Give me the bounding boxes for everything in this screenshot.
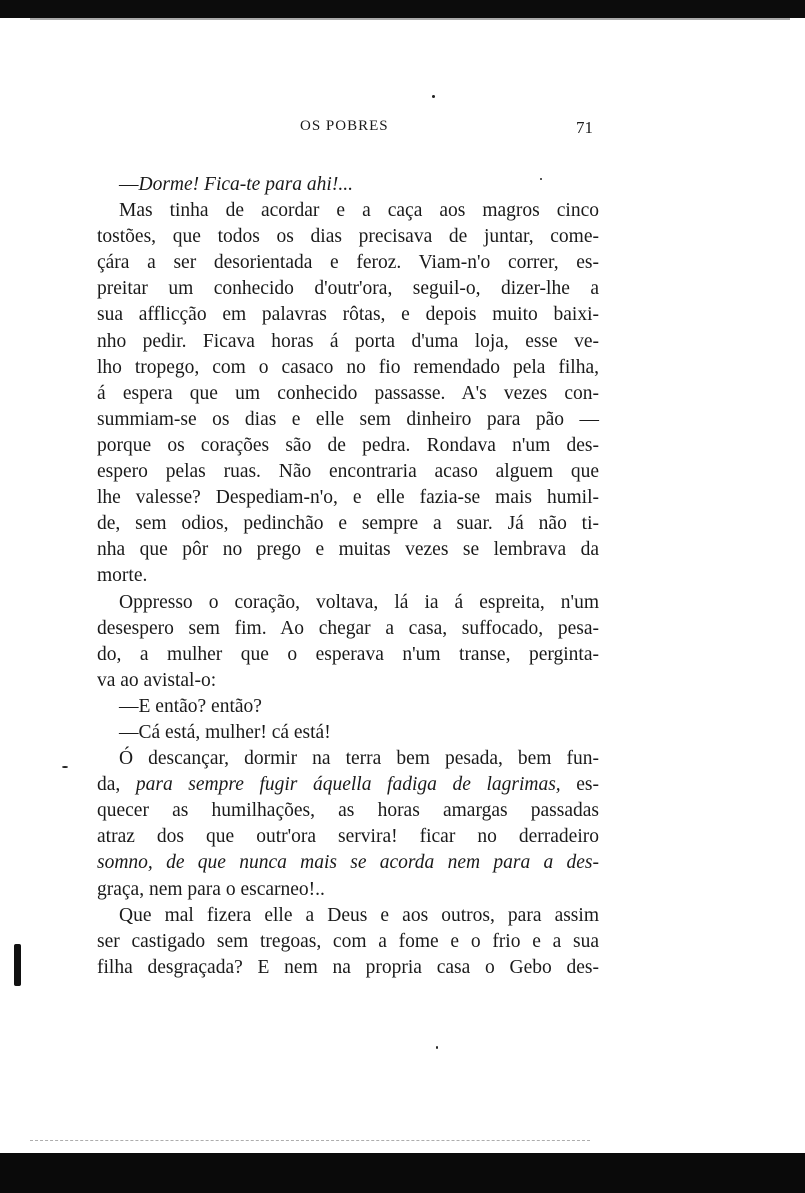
line-text: nha que pôr no prego e muitas vezes se lembrava da <box>97 539 599 561</box>
line-text: —Cá está, mulher! cá está! <box>119 721 331 743</box>
text-line <box>97 407 599 433</box>
text-line <box>97 746 599 772</box>
ink-speck <box>432 95 435 98</box>
text-line <box>97 642 599 668</box>
text-line <box>97 302 599 328</box>
line-text: morte. <box>97 565 148 587</box>
line-text: atraz dos que outr'ora servira! ficar no derradeiro <box>97 826 599 848</box>
italic-text: para sempre fugir áquella fadiga de lagrimas, <box>135 774 561 796</box>
text-line <box>97 276 599 302</box>
line-text: ser castigado sem tregoas, com a fome e o frio e a sua <box>97 930 599 952</box>
line-text: va ao avistal-o: <box>97 669 217 691</box>
text-line <box>97 563 599 589</box>
line-text: es- <box>560 774 600 796</box>
text-line <box>97 172 599 198</box>
text-line <box>97 824 599 850</box>
text-line <box>97 459 599 485</box>
scan-border-top-shadow <box>30 18 790 20</box>
italic-text: Dorme! Fica-te para ahi!... <box>138 174 353 195</box>
scan-border-top <box>0 0 805 18</box>
line-text: Mas tinha de acordar e a caça aos magros cinco <box>119 200 599 222</box>
line-text: porque os corações são de pedra. Rondava n'um des- <box>97 434 599 456</box>
text-line <box>97 433 599 459</box>
line-text: — <box>119 174 139 195</box>
line-text: lho tropego, com o casaco no fio remendado pela filha, <box>97 356 599 378</box>
line-text: Oppresso o coração, voltava, lá ia á espreita, n'um <box>119 591 599 613</box>
text-line <box>97 511 599 537</box>
ink-speck <box>436 1046 438 1049</box>
line-text: nho pedir. Ficava horas á porta d'uma loja, esse ve- <box>97 330 599 352</box>
text-line <box>97 929 599 955</box>
text-line <box>97 224 599 250</box>
text-line <box>97 877 599 903</box>
scan-smudge-bottom <box>30 1140 590 1143</box>
text-line <box>97 720 599 746</box>
text-line <box>97 355 599 381</box>
ink-speck <box>62 766 68 768</box>
line-text: summiam-se os dias e elle sem dinheiro para pão — <box>97 408 599 430</box>
text-line <box>97 694 599 720</box>
line-text: çára a ser desorientada e feroz. Viam-n'o correr, es- <box>97 252 599 274</box>
text-line <box>97 381 599 407</box>
margin-ink-mark <box>14 944 21 986</box>
text-line <box>97 772 599 798</box>
text-line <box>97 850 599 876</box>
italic-text: somno, de que nunca mais se acorda nem para a des- <box>97 852 599 874</box>
text-line <box>97 668 599 694</box>
line-text: Que mal fizera elle a Deus e aos outros, para assim <box>119 904 599 926</box>
text-line <box>97 198 599 224</box>
text-line <box>97 798 599 824</box>
line-text: Ó descançar, dormir na terra bem pesada, bem fun- <box>119 748 599 770</box>
page-number: 71 <box>576 118 593 137</box>
line-text: graça, nem para o escarneo!.. <box>97 878 325 900</box>
body-text <box>97 172 599 981</box>
text-line <box>97 250 599 276</box>
line-text: á espera que um conhecido passasse. A's vezes con- <box>97 382 599 404</box>
line-text: filha desgraçada? E nem na propria casa o Gebo des- <box>97 956 599 978</box>
line-text: —E então? então? <box>119 695 262 717</box>
text-line <box>97 537 599 563</box>
line-text: de, sem odios, pedinchão e sempre a suar. Já não ti- <box>97 513 599 535</box>
line-text: preitar um conhecido d'outr'ora, seguil-o, dizer-lhe a <box>97 278 599 300</box>
running-header <box>0 118 805 140</box>
line-text: tostões, que todos os dias precisava de juntar, come- <box>97 226 599 248</box>
text-line <box>97 329 599 355</box>
scan-border-bottom <box>0 1153 805 1193</box>
text-line <box>97 955 599 981</box>
line-text: espero pelas ruas. Não encontraria acaso alguem que <box>97 461 599 483</box>
line-text: quecer as humilhações, as horas amargas passadas <box>97 800 599 822</box>
text-line <box>97 616 599 642</box>
text-line <box>97 590 599 616</box>
line-text: desespero sem fim. Ao chegar a casa, suffocado, pesa- <box>97 617 599 639</box>
line-text: do, a mulher que o esperava n'um transe, perginta- <box>97 643 599 665</box>
line-text: lhe valesse? Despediam-n'o, e elle fazia-se mais humil- <box>97 487 599 509</box>
text-line <box>97 903 599 929</box>
header-title: OS POBRES <box>300 118 389 134</box>
line-text: sua afflicção em palavras rôtas, e depois muito baixi- <box>97 304 599 326</box>
text-line <box>97 485 599 511</box>
line-text: da, <box>97 774 136 796</box>
